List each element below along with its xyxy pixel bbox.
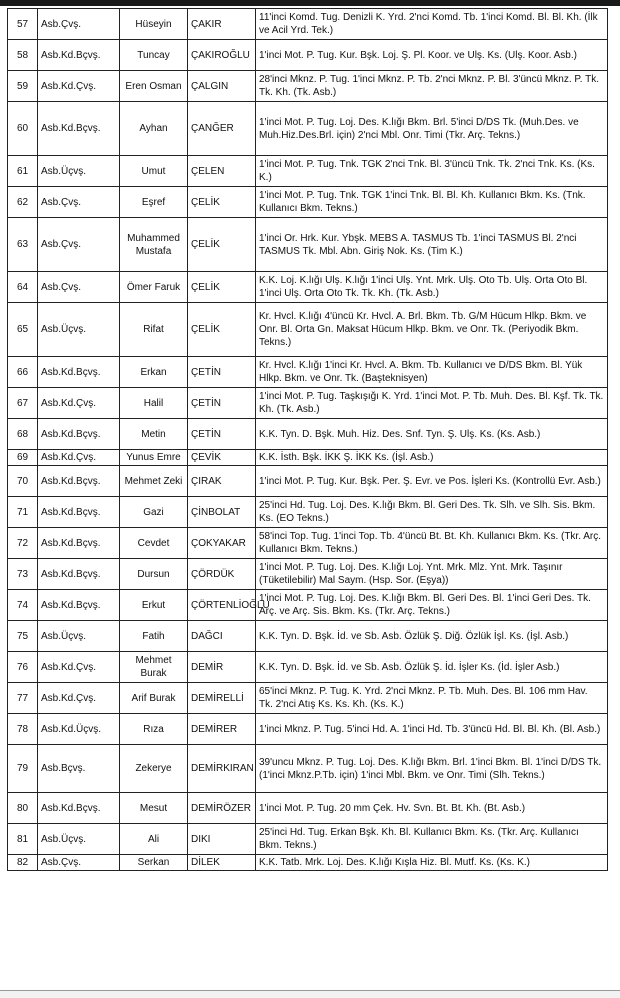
last-name: ÇEVİK [188,450,256,466]
row-number: 70 [8,466,38,497]
first-name: Serkan [120,855,188,871]
last-name: DİLEK [188,855,256,871]
table-row [8,528,608,559]
rank: Asb.Çvş. [38,272,120,303]
table-row [8,714,608,745]
table-row [8,187,608,218]
unit-assignment: K.K. Tatb. Mrk. Loj. Des. K.lığı Kışla Hiz. Bl. Mutf. Ks. (Ks. K.) [256,855,608,871]
rank: Asb.Kd.Bçvş. [38,40,120,71]
table-row [8,303,608,357]
first-name: Mehmet Zeki [120,466,188,497]
last-name: ÇALGIN [188,71,256,102]
unit-assignment: 11'inci Komd. Tug. Denizli K. Yrd. 2'nci Komd. Tb. 1'inci Komd. Bl. Bl. Kh. (İlk ve Acil Yrd. Tek.) [256,9,608,40]
row-number: 76 [8,652,38,683]
table-row [8,466,608,497]
row-number: 61 [8,156,38,187]
rank: Asb.Çvş. [38,187,120,218]
rank: Asb.Kd.Çvş. [38,683,120,714]
first-name: Rıza [120,714,188,745]
first-name: Rifat [120,303,188,357]
last-name: ÇOKYAKAR [188,528,256,559]
rank: Asb.Kd.Bçvş. [38,528,120,559]
first-name: Zekerye [120,745,188,793]
row-number: 79 [8,745,38,793]
rank: Asb.Kd.Çvş. [38,388,120,419]
first-name: Eren Osman [120,71,188,102]
first-name: Ayhan [120,102,188,156]
last-name: DEMİRELLİ [188,683,256,714]
row-number: 68 [8,419,38,450]
last-name: DAĞCI [188,621,256,652]
row-number: 77 [8,683,38,714]
last-name: DIKI [188,824,256,855]
table-row [8,824,608,855]
rank: Asb.Kd.Bçvş. [38,419,120,450]
first-name: Arif Burak [120,683,188,714]
rank: Asb.Üçvş. [38,156,120,187]
rank: Asb.Üçvş. [38,621,120,652]
table-row [8,652,608,683]
table-row [8,621,608,652]
row-number: 65 [8,303,38,357]
unit-assignment: K.K. Tyn. D. Bşk. Muh. Hiz. Des. Snf. Tyn. Ş. Ulş. Ks. (Ks. Asb.) [256,419,608,450]
first-name: Cevdet [120,528,188,559]
unit-assignment: 58'inci Top. Tug. 1'inci Top. Tb. 4'üncü Bt. Bt. Kh. Kullanıcı Bkm. Ks. (Tkr. Arç. Kullanıcı Bkm. Tekns.) [256,528,608,559]
first-name: Ali [120,824,188,855]
first-name: Yunus Emre [120,450,188,466]
unit-assignment: K.K. Tyn. D. Bşk. İd. ve Sb. Asb. Özlük Ş. Diğ. Özlük İşl. Ks. (İşl. Asb.) [256,621,608,652]
first-name: Metin [120,419,188,450]
table-row [8,497,608,528]
row-number: 67 [8,388,38,419]
last-name: DEMİRER [188,714,256,745]
rank: Asb.Kd.Çvş. [38,71,120,102]
rank: Asb.Kd.Bçvş. [38,559,120,590]
rank: Asb.Üçvş. [38,824,120,855]
row-number: 74 [8,590,38,621]
last-name: ÇANĞER [188,102,256,156]
rank: Asb.Kd.Çvş. [38,450,120,466]
last-name: ÇÖRTENLİOĞLU [188,590,256,621]
unit-assignment: 1'inci Mot. P. Tug. Loj. Des. K.lığı Bkm. Brl. 5'inci D/DS Tk. (Muh.Des. ve Muh.Hiz.Des.Brl. için) 2'nci Mbl. Onr. Timi (Tkr. Arç. Tekns.) [256,102,608,156]
unit-assignment: 1'inci Or. Hrk. Kur. Ybşk. MEBS A. TASMUS Tb. 1'inci TASMUS Bl. 2'nci TASMUS Tk. Mbl. Abn. Giriş Nok. Ks. (Tim K.) [256,218,608,272]
rank: Asb.Kd.Bçvş. [38,357,120,388]
row-number: 66 [8,357,38,388]
row-number: 59 [8,71,38,102]
unit-assignment: K.K. Loj. K.lığı Ulş. K.lığı 1'inci Ulş. Ynt. Mrk. Ulş. Oto Tb. Ulş. Orta Oto Bl. 1'inci Ulş. Orta Oto Tk. Tk. Kh. (Tk. Asb.) [256,272,608,303]
table-row [8,559,608,590]
table-row [8,855,608,871]
row-number: 75 [8,621,38,652]
personnel-table-body [8,9,608,871]
table-row [8,102,608,156]
rank: Asb.Üçvş. [38,303,120,357]
last-name: ÇETİN [188,357,256,388]
table-row [8,272,608,303]
last-name: DEMİR [188,652,256,683]
row-number: 82 [8,855,38,871]
last-name: ÇETİN [188,388,256,419]
table-row [8,218,608,272]
last-name: ÇELİK [188,303,256,357]
unit-assignment: 1'inci Mot. P. Tug. Kur. Bşk. Loj. Ş. Pl. Koor. ve Ulş. Ks. (Ulş. Koor. Asb.) [256,40,608,71]
unit-assignment: 39'uncu Mknz. P. Tug. Loj. Des. K.lığı Bkm. Brl. 1'inci Bkm. Bl. 1'inci D/DS Tk. (1'inci Mknz.P.Tb. için) 1'inci Mbl. Bkm. ve Onr. Timi (Slh. Tekns.) [256,745,608,793]
last-name: ÇETİN [188,419,256,450]
last-name: ÇÖRDÜK [188,559,256,590]
first-name: Tuncay [120,40,188,71]
table-row [8,156,608,187]
last-name: ÇELİK [188,272,256,303]
table-row [8,590,608,621]
unit-assignment: 65'inci Mknz. P. Tug. K. Yrd. 2'nci Mknz. P. Tb. Muh. Des. Bl. 106 mm Hav. Tk. 2'nci Atış Ks. Ks. Kh. (Ks. K.) [256,683,608,714]
row-number: 81 [8,824,38,855]
first-name: Ömer Faruk [120,272,188,303]
last-name: ÇİNBOLAT [188,497,256,528]
unit-assignment: 1'inci Mot. P. Tug. Loj. Des. K.lığı Loj. Ynt. Mrk. Mlz. Ynt. Mrk. Taşınır (Tüketilebilir) Mal Saym. (Hsp. Sor. (Eşya)) [256,559,608,590]
first-name: Hüseyin [120,9,188,40]
last-name: ÇAKIR [188,9,256,40]
rank: Asb.Kd.Çvş. [38,652,120,683]
row-number: 80 [8,793,38,824]
rank: Asb.Kd.Bçvş. [38,590,120,621]
first-name: Halil [120,388,188,419]
last-name: ÇELİK [188,187,256,218]
unit-assignment: 25'inci Hd. Tug. Erkan Bşk. Kh. Bl. Kullanıcı Bkm. Ks. (Tkr. Arç. Kullanıcı Bkm. Tekns.) [256,824,608,855]
first-name: Erkut [120,590,188,621]
rank: Asb.Kd.Bçvş. [38,497,120,528]
last-name: DEMİRKIRAN [188,745,256,793]
table-row [8,683,608,714]
unit-assignment: 1'inci Mot. P. Tug. 20 mm Çek. Hv. Svn. Bt. Bt. Kh. (Bt. Asb.) [256,793,608,824]
rank: Asb.Çvş. [38,855,120,871]
unit-assignment: 1'inci Mot. P. Tug. Tnk. TGK 1'inci Tnk. Bl. Bl. Kh. Kullanıcı Bkm. Ks. (Tnk. Kullanıcı Bkm. Tekns.) [256,187,608,218]
rank: Asb.Bçvş. [38,745,120,793]
last-name: ÇIRAK [188,466,256,497]
row-number: 57 [8,9,38,40]
table-row [8,419,608,450]
table-row [8,40,608,71]
unit-assignment: Kr. Hvcl. K.lığı 1'inci Kr. Hvcl. A. Bkm. Tb. Kullanıcı ve D/DS Bkm. Bl. Yük Hlkp. Bkm. ve Onr. Tk. (Başteknisyen) [256,357,608,388]
row-number: 78 [8,714,38,745]
row-number: 72 [8,528,38,559]
unit-assignment: 1'inci Mot. P. Tug. Tnk. TGK 2'nci Tnk. Bl. 3'üncü Tnk. Tk. 2'nci Tnk. Ks. (Ks. K.) [256,156,608,187]
first-name: Erkan [120,357,188,388]
row-number: 71 [8,497,38,528]
personnel-table [7,8,608,871]
unit-assignment: 1'inci Mot. P. Tug. Loj. Des. K.lığı Bkm. Bl. Geri Des. Bl. 1'inci Geri Des. Tk. Arç. ve Arç. Sis. Bkm. Ks. (Tkr. Arç. Tekns.) [256,590,608,621]
row-number: 69 [8,450,38,466]
last-name: ÇELİK [188,218,256,272]
rank: Asb.Kd.Üçvş. [38,714,120,745]
first-name: Fatih [120,621,188,652]
first-name: Mehmet Burak [120,652,188,683]
table-row [8,388,608,419]
last-name: DEMİRÖZER [188,793,256,824]
unit-assignment: K.K. İsth. Bşk. İKK Ş. İKK Ks. (İşl. Asb.) [256,450,608,466]
last-name: ÇELEN [188,156,256,187]
unit-assignment: K.K. Tyn. D. Bşk. İd. ve Sb. Asb. Özlük Ş. İd. İşler Ks. (İd. İşler Asb.) [256,652,608,683]
first-name: Muhammed Mustafa [120,218,188,272]
rank: Asb.Çvş. [38,218,120,272]
row-number: 64 [8,272,38,303]
row-number: 58 [8,40,38,71]
row-number: 62 [8,187,38,218]
first-name: Umut [120,156,188,187]
rank: Asb.Kd.Bçvş. [38,793,120,824]
unit-assignment: 25'inci Hd. Tug. Loj. Des. K.lığı Bkm. Bl. Geri Des. Tk. Slh. ve Slh. Sis. Bkm. Ks. (EO Tekns.) [256,497,608,528]
unit-assignment: 1'inci Mot. P. Tug. Taşkışığı K. Yrd. 1'inci Mot. P. Tb. Muh. Des. Bl. Kşf. Tk. Tk. Kh. (Tk. Asb.) [256,388,608,419]
row-number: 63 [8,218,38,272]
first-name: Eşref [120,187,188,218]
row-number: 60 [8,102,38,156]
table-row [8,357,608,388]
unit-assignment: 1'inci Mknz. P. Tug. 5'inci Hd. A. 1'inci Hd. Tb. 3'üncü Hd. Bl. Bl. Kh. (Bl. Asb.) [256,714,608,745]
rank: Asb.Kd.Bçvş. [38,466,120,497]
table-row [8,9,608,40]
first-name: Mesut [120,793,188,824]
table-row [8,793,608,824]
bottom-edge [0,990,620,998]
unit-assignment: Kr. Hvcl. K.lığı 4'üncü Kr. Hvcl. A. Brl. Bkm. Tb. G/M Hücum Hlkp. Bkm. ve Onr. Bl. Orta Gn. Maksat Hücum Hlkp. Bkm. ve Onr. Tk. (Periyodik Bkm. Tekns.) [256,303,608,357]
table-row [8,450,608,466]
first-name: Dursun [120,559,188,590]
table-row [8,71,608,102]
rank: Asb.Çvş. [38,9,120,40]
top-border [0,0,620,6]
unit-assignment: 1'inci Mot. P. Tug. Kur. Bşk. Per. Ş. Evr. ve Pos. İşleri Ks. (Kontrollü Evr. Asb.) [256,466,608,497]
table-row [8,745,608,793]
row-number: 73 [8,559,38,590]
first-name: Gazi [120,497,188,528]
rank: Asb.Kd.Bçvş. [38,102,120,156]
unit-assignment: 28'inci Mknz. P. Tug. 1'inci Mknz. P. Tb. 2'nci Mknz. P. Bl. 3'üncü Mknz. P. Tk. Tk. Kh. (Tk. Asb.) [256,71,608,102]
last-name: ÇAKIROĞLU [188,40,256,71]
